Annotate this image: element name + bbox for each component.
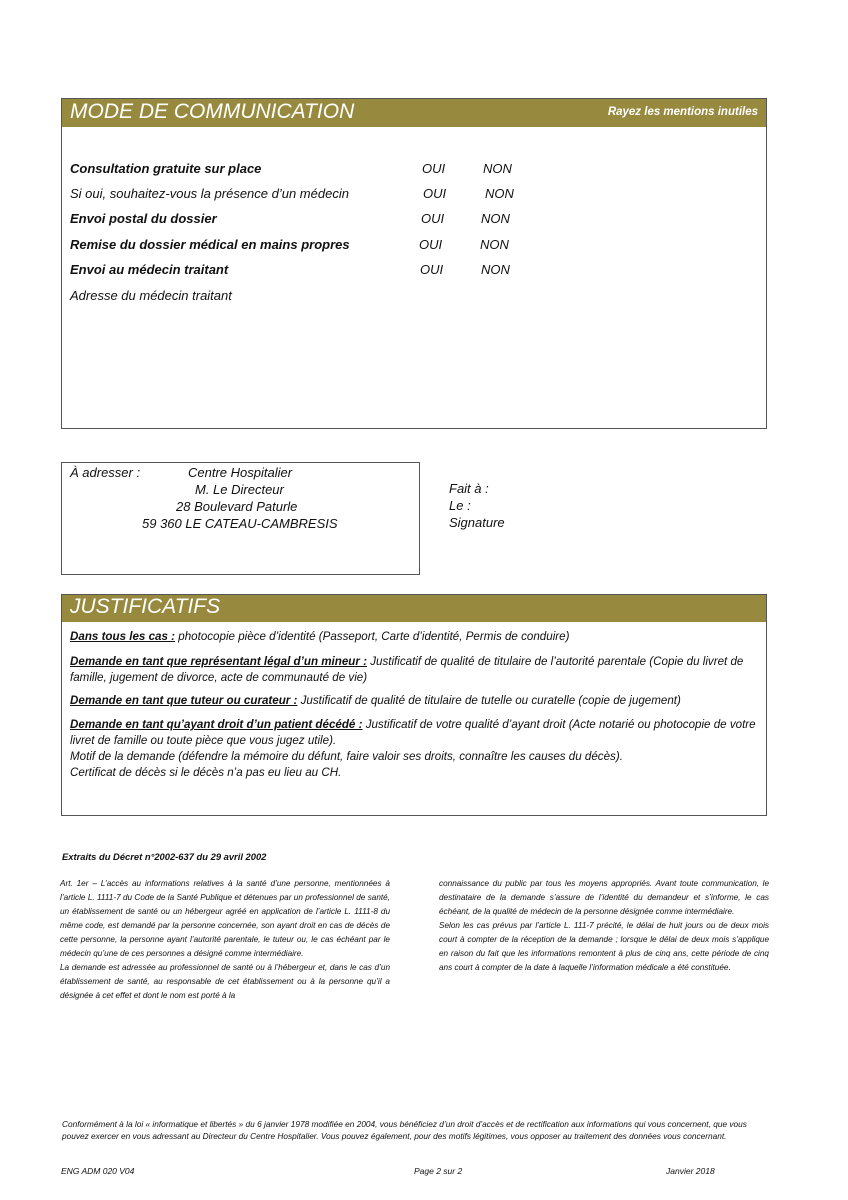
row-presence-medecin-oui[interactable]: OUI xyxy=(423,186,447,201)
justif-para-mineur: Demande en tant que représentant légal d’un mineur : Justificatif de qualité de titulaire de l’autorité parentale (Copie du livret de famille, jugement de divorce, acte de communauté de vie) xyxy=(70,655,744,684)
justif-motif: Motif de la demande (défendre la mémoire du défunt, faire valoir ses droits, connaître les causes du décès). xyxy=(70,750,623,763)
address-line-2: M. Le Directeur xyxy=(195,482,284,497)
decret-left-column xyxy=(60,877,390,1003)
justif-para-ayant-droit: Demande en tant qu’ayant droit d’un patient décédé : Justificatif de votre qualité d’ayant droit (Acte notarié ou photocopie de votre livret de famille ou toute pièce que vous jugez utile). Motif de la demande (défendre la mémoire du défunt, faire valoir ses droits, connaître les causes du décès). Certificat de décès si le décès n’a pas eu lieu au CH. xyxy=(70,718,756,779)
signature-label: Signature xyxy=(449,515,505,530)
decret-left-para-1: Art. 1er – L’accès au informations relatives à la santé d’une personne, mentionnées à l’article L. 1111-7 du Code de la Santé Publique et détenues par un professionnel de santé, un établissement de santé ou un hébergeur agréé en application de l’article L. 1111-8 du même code, est demandé par la personne concernée, son ayant droit en cas de décès de cette personne, la personne ayant l’autorité parentale, le tuteur ou, le cas échéant par le médecin qu’une de ces personnes a désigné comme intermédiaire. xyxy=(60,879,390,958)
address-line-4: 59 360 LE CATEAU-CAMBRESIS xyxy=(142,516,338,531)
document-ref: ENG ADM 020 V04 xyxy=(61,1166,135,1176)
row-remise-oui[interactable]: OUI xyxy=(419,237,443,252)
mode-communication-title: MODE DE COMMUNICATION xyxy=(70,100,355,123)
address-line-1: Centre Hospitalier xyxy=(188,465,293,480)
row-remise-label: Remise du dossier médical en mains propres xyxy=(70,237,350,252)
row-envoi-postal-label: Envoi postal du dossier xyxy=(70,211,217,226)
justif-certificat: Certificat de décès si le décès n’a pas eu lieu au CH. xyxy=(70,766,342,779)
fait-a-label: Fait à : xyxy=(449,481,489,496)
row-consultation-label: Consultation gratuite sur place xyxy=(70,161,262,176)
justif-para-tous-les-cas: Dans tous les cas : photocopie pièce d’identité (Passeport, Carte d’identité, Permis de conduire) xyxy=(70,630,570,643)
justif-head-mineur: Demande en tant que représentant légal d’un mineur : xyxy=(70,655,367,668)
decret-left-para-2: La demande est adressée au professionnel de santé ou à l’hébergeur et, dans le cas d’un établissement de santé, au responsable de cet établissement ou à la personne qu’il a désignée à cet effet et dont le nom est porté à la xyxy=(60,963,390,1000)
mode-communication-section xyxy=(61,98,767,429)
row-consultation-non[interactable]: NON xyxy=(483,161,512,176)
row-consultation-oui[interactable]: OUI xyxy=(422,161,446,176)
justificatifs-title: JUSTIFICATIFS xyxy=(70,595,221,618)
page-number: Page 2 sur 2 xyxy=(414,1166,463,1176)
address-line-3: 28 Boulevard Paturle xyxy=(176,499,298,514)
row-envoi-postal-oui[interactable]: OUI xyxy=(421,211,445,226)
justif-head-tuteur: Demande en tant que tuteur ou curateur : xyxy=(70,694,298,707)
document-date: Janvier 2018 xyxy=(666,1166,715,1176)
decret-right-para-2: Selon les cas prévus par l’article L. 111-7 précité, le délai de huit jours ou de deux mois court à compter de la réception de la demande ; lorsque le délai de deux mois s’applique en raison du fait que les informations remontent à plus de cinq ans, cette période de cinq ans court à compter de la date à laquelle l’information médicale a été constituée. xyxy=(439,921,769,972)
row-envoi-medecin-label: Envoi au médecin traitant xyxy=(70,262,229,277)
decret-right-column xyxy=(439,877,769,975)
justificatifs-section xyxy=(61,594,767,816)
decret-title: Extraits du Décret n°2002-637 du 29 avril 2002 xyxy=(62,851,267,862)
row-presence-medecin-label: Si oui, souhaitez-vous la présence d’un médecin xyxy=(70,186,349,201)
row-remise-non[interactable]: NON xyxy=(480,237,509,252)
justif-head-ayant-droit: Demande en tant qu’ayant droit d’un patient décédé : xyxy=(70,718,363,731)
mode-communication-header xyxy=(62,99,766,127)
mode-note: Rayez les mentions inutiles xyxy=(607,106,758,118)
justif-head-tous-les-cas: Dans tous les cas : xyxy=(70,630,176,643)
address-box xyxy=(61,462,420,575)
address-prefix: À adresser : xyxy=(70,465,141,480)
decret-right-para-1: connaissance du public par tous les moyens appropriés. Avant toute communication, le destinataire de la demande s’assure de l’identité du demandeur et s’informe, le cas échéant, de la qualité de médecin de la personne désignée comme intermédiaire. xyxy=(439,879,769,916)
le-label: Le : xyxy=(449,498,471,513)
row-envoi-medecin-non[interactable]: NON xyxy=(481,262,510,277)
row-presence-medecin-non[interactable]: NON xyxy=(485,186,514,201)
justif-para-tuteur: Demande en tant que tuteur ou curateur : Justificatif de qualité de titulaire de tutelle ou curatelle (copie de jugement) xyxy=(70,694,681,707)
row-envoi-postal-non[interactable]: NON xyxy=(481,211,510,226)
justificatifs-header xyxy=(62,595,766,622)
row-envoi-medecin-oui[interactable]: OUI xyxy=(420,262,444,277)
privacy-notice: Conformément à la loi « informatique et libertés » du 6 janvier 1978 modifiée en 2004, vous bénéficiez d’un droit d’accès et de rectification aux informations qui vous concernent, que vous pouvez exercer en vous adressant au Directeur du Centre Hospitalier. Vous pouvez également, pour des motifs légitimes, vous opposer au traitement des données vous concernant. xyxy=(62,1119,747,1141)
adresse-medecin-label: Adresse du médecin traitant xyxy=(70,288,232,303)
